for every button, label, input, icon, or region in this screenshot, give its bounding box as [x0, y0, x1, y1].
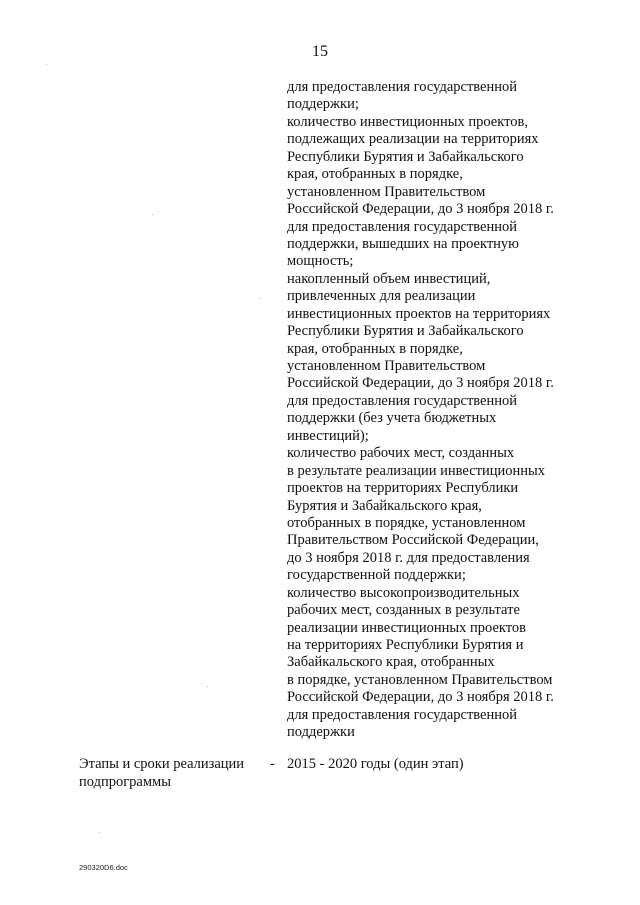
indicator-line: инвестиционных проектов на территориях [287, 305, 551, 322]
indicator-line: инвестиций); [287, 427, 369, 444]
indicator-line: государственной поддержки; [287, 567, 466, 584]
indicator-line: накопленный объем инвестиций, [287, 270, 491, 287]
indicator-line: количество инвестиционных проектов, [287, 113, 528, 130]
indicator-line: Российской Федерации, до 3 ноября 2018 г. [287, 201, 554, 218]
indicator-line: привлеченных для реализации [287, 288, 476, 305]
footer-file-code: 290320D6.doc [79, 863, 128, 872]
indicator-line: Российской Федерации, до 3 ноября 2018 г. [287, 689, 554, 706]
indicator-line: установленном Правительством [287, 358, 486, 374]
indicator-line: количество рабочих мест, созданных [287, 445, 515, 462]
indicator-line: Забайкальского края, отобранных [287, 654, 495, 671]
indicator-line: края, отобранных в порядке, [287, 340, 463, 357]
stages-value: 2015 - 2020 годы (один этап) [287, 756, 464, 772]
scan-speck [46, 64, 47, 65]
scan-speck [99, 832, 100, 833]
indicator-line: Российской Федерации, до 3 ноября 2018 г. [287, 375, 554, 392]
indicator-line: для предоставления государственной [287, 79, 518, 95]
indicator-line: до 3 ноября 2018 г. для предоставления [287, 549, 530, 566]
indicator-line: мощность; [287, 253, 354, 270]
indicator-line: Республики Бурятия и Забайкальского [287, 148, 524, 165]
indicator-line: поддержки [287, 724, 355, 741]
indicator-line: Бурятия и Забайкальского края, [287, 497, 482, 514]
scan-speck [260, 298, 261, 299]
indicator-line: поддержки (без учета бюджетных [287, 410, 497, 427]
indicator-line: в результате реализации инвестиционных [287, 462, 546, 479]
indicator-line: Правительством Российской Федерации, [287, 532, 539, 549]
scan-speck [207, 686, 208, 687]
stages-label-line-1: Этапы и сроки реализации [79, 756, 245, 772]
indicator-line: для предоставления государственной [287, 706, 518, 723]
indicators-text-block [287, 79, 587, 742]
indicator-line: для предоставления государственной [287, 218, 518, 235]
indicator-line: подлежащих реализации на территориях [287, 131, 539, 148]
stages-dash: - [270, 756, 275, 772]
indicator-line: края, отобранных в порядке, [287, 166, 463, 183]
indicator-line: рабочих мест, созданных в результате [287, 602, 520, 619]
indicator-line: на территориях Республики Бурятия и [287, 637, 524, 653]
indicator-line: проектов на территориях Республики [287, 480, 519, 497]
stages-label-line-2: подпрограммы [79, 773, 171, 790]
page-number: 15 [312, 43, 328, 60]
indicator-line: поддержки, вышедших на проектную [287, 235, 520, 252]
indicator-line: отобранных в порядке, установленном [287, 514, 526, 531]
indicator-line: количество высокопроизводительных [287, 584, 520, 601]
indicator-line: установленном Правительством [287, 183, 486, 200]
scan-speck [152, 214, 153, 215]
indicator-line: Республики Бурятия и Забайкальского [287, 323, 524, 340]
indicator-line: для предоставления государственной [287, 392, 518, 409]
indicator-line: в порядке, установленном Правительством [287, 671, 553, 688]
indicator-line: реализации инвестиционных проектов [287, 619, 526, 636]
stages-label [79, 756, 269, 791]
indicator-line: поддержки; [287, 96, 359, 113]
